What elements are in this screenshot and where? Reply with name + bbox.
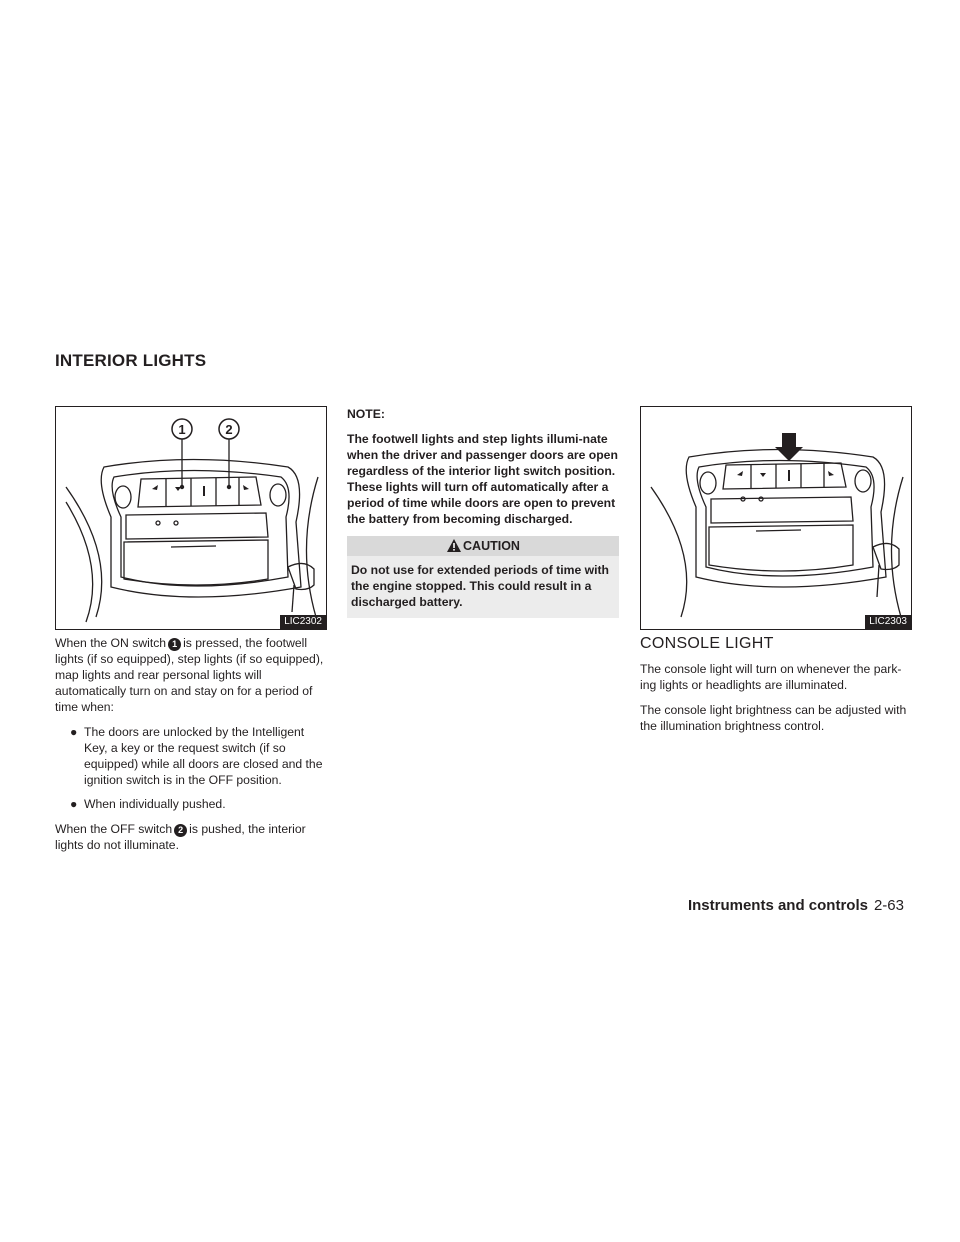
on-switch-paragraph: When the ON switch 1 is pressed, the footwell lights (if so equipped), step lights (if so equipped), map lights and rear personal lights will automatically turn on and stay on for a period of time when: [55, 636, 324, 714]
section-heading: INTERIOR LIGHTS [55, 351, 207, 370]
note-label: NOTE: [347, 407, 385, 421]
console-light-paragraph-2: The console light brightness can be adjusted with the illumination brightness control. [640, 703, 907, 733]
column-3 [640, 636, 912, 743]
caution-header: CAUTION [347, 536, 619, 556]
number-1-icon: 1 [168, 638, 181, 651]
footer-chapter-title: Instruments and controls [687, 897, 868, 914]
page-footer [688, 897, 904, 914]
console-light-illustration [641, 407, 911, 629]
column-2 [347, 406, 619, 618]
condition-list [55, 724, 327, 812]
bullet-icon: ● [70, 725, 78, 739]
callout-label-2: 2 [225, 422, 233, 437]
figure-caption: LIC2302 [280, 615, 326, 629]
list-item: ● The doors are unlocked by the Intelligent Key, a key or the request switch (if so equipped) while all doors are closed and the ignition switch is in the OFF position. [70, 725, 323, 787]
warning-triangle-icon [446, 538, 462, 559]
caution-box [347, 536, 619, 618]
caution-text: Do not use for extended periods of time with the engine stopped. This could result in a discharged battery. [347, 556, 619, 618]
figure-caption: LIC2303 [865, 615, 911, 629]
number-2-icon: 2 [174, 824, 187, 837]
page-number: 2-63 [873, 897, 904, 914]
figure-console-switches [55, 406, 327, 630]
overhead-console-illustration [56, 407, 326, 629]
console-light-paragraph-1: The console light will turn on whenever the park-ing lights or headlights are illuminated. [640, 662, 902, 692]
off-switch-paragraph: When the OFF switch 2 is pushed, the interior lights do not illuminate. [55, 822, 306, 852]
list-item: ● When individually pushed. [70, 797, 226, 811]
column-1 [55, 635, 327, 862]
arrow-down-icon [775, 433, 803, 461]
callout-label-1: 1 [178, 422, 186, 437]
console-light-heading: CONSOLE LIGHT [640, 635, 774, 652]
figure-console-light [640, 406, 912, 630]
note-text: The footwell lights and step lights illumi-nate when the driver and passenger doors are open regardless of the interior light switch position. These lights will turn off automatically after a period of time while doors are open to prevent the battery from becoming discharged. [347, 432, 618, 526]
bullet-icon: ● [70, 797, 78, 811]
